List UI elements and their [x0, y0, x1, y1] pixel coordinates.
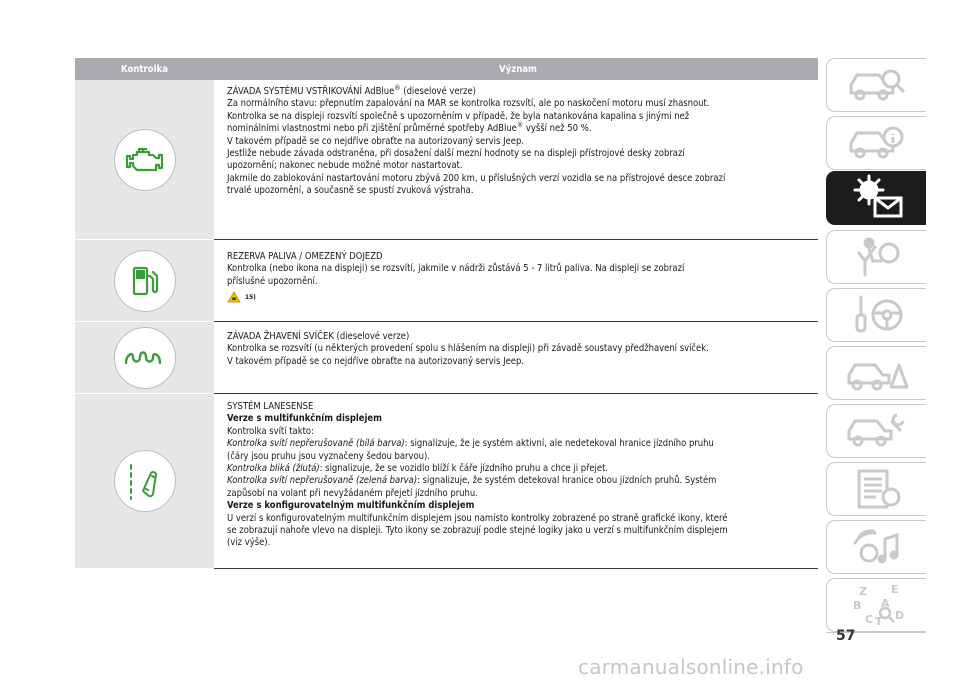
nav-tab-safety[interactable]	[826, 230, 926, 284]
fuel-pump-icon	[114, 250, 176, 312]
svg-text:T: T	[874, 615, 883, 628]
table-row	[75, 322, 818, 393]
svg-text:E: E	[890, 583, 899, 596]
icon-cell	[75, 322, 214, 393]
icon-cell	[75, 80, 214, 239]
nav-tab-index[interactable]	[826, 578, 926, 632]
car-warning-icon	[845, 351, 909, 395]
nav-tab-technical-data[interactable]	[826, 462, 926, 516]
svg-text:C: C	[864, 613, 873, 626]
row-title: REZERVA PALIVA / OMEZENÝ DOJEZD	[227, 251, 383, 262]
warning-lights-table	[75, 58, 818, 569]
page-number: 57	[836, 628, 856, 644]
nav-tab-getting-to-know[interactable]	[826, 58, 926, 112]
nav-tab-emergency[interactable]	[826, 346, 926, 400]
nav-tab-maintenance[interactable]	[826, 404, 926, 458]
engine-check-icon	[114, 129, 176, 191]
watermark: carmanualsonline.info	[578, 655, 804, 679]
svg-text:Z: Z	[858, 585, 867, 598]
airbag-seatbelt-icon	[845, 235, 909, 279]
glow-plug-icon	[114, 327, 176, 389]
nav-tab-dashboard[interactable]	[826, 116, 926, 170]
spec-sheet-icon	[845, 467, 909, 511]
row-title: SYSTÉM LANESENSE	[227, 401, 314, 412]
table-row	[75, 394, 818, 568]
table-header	[75, 58, 818, 80]
icon-cell	[75, 394, 214, 568]
svg-text:B: B	[852, 599, 861, 612]
svg-text:D: D	[894, 609, 904, 622]
lanesense-icon	[114, 450, 176, 512]
key-steering-wheel-icon	[845, 293, 909, 337]
multimedia-icon	[845, 525, 909, 569]
description-cell: SYSTÉM LANESENSE Verze s multifunkčním displejem Kontrolka svítí takto: Kontrolka svítí nepřerušovaně (bílá barva): signalizuje, že je systém aktivní, ale nedetekoval hranice jízdního pruhu (čáry jsou pruhu jsou vyznačeny šedou barvou). Kontrolka bliká (žlutá): signalizuje, že se vozidlo blíží k čáře jízdního pruhu a chce ji přejet. Kontrolka svítí nepřerušovaně (zelená barva): signalizuje, že systém detekoval hranice obou jízdních pruhů. Systém zapůsobí na volant při nevyžádaném přejetí jízdního pruhu. Verze s konfigurovatelným multifunkčním displejem U verzí s konfigurovatelným multifunkčním displejem jsou namísto kontrolky zobrazené po straně grafické ikony, které se zobrazují nahoře vlevo na displeji. Tyto ikony se zobrazují podle stejné logiky jako u verzí s multifunkčním displejem (viz výše).	[227, 394, 818, 568]
row-title: ZÁVADA ŽHAVENÍ SVÍČEK (dieselové verze)	[227, 331, 410, 342]
warning-triangle-icon	[227, 291, 241, 303]
description-cell: REZERVA PALIVA / OMEZENÝ DOJEZD Kontrolka (nebo ikona na displeji) se rozsvítí, jakmile v nádrži zůstává 5 - 7 litrů paliva. Na displeji se zobrazí příslušné upozornění. 15)	[227, 240, 818, 321]
warning-light-message-icon	[845, 174, 909, 222]
row-divider	[214, 568, 818, 569]
alphabetical-index-icon	[845, 581, 909, 629]
nav-tab-multimedia[interactable]	[826, 520, 926, 574]
nav-tab-warning-lights[interactable]	[826, 171, 926, 225]
description-cell: ZÁVADA SYSTÉMU VSTŘIKOVÁNÍ AdBlue® (dieselové verze) Za normálního stavu: přepnutím zapalování na MAR se kontrolka rozsvítí, ale po naskočení motoru musí zhasnout. Kontrolka se na displeji rozsvítí společně s upozorněním v případě, že byla natankována kapalina s jinými než nominálními vlastnostmi nebo při zjištění průměrné spotřeby AdBlue® vyšší než 50 %. V takovém případě se co nejdříve obraťte na autorizovaný servis Jeep. Jestliže nebude závada odstraněna, při dosažení další mezní hodnoty se na displeji přístrojové desky zobrazí upozornění; nakonec nebude možné motor nastartovat. Jakmile do zablokování nastartování motoru zbývá 200 km, u příslušných verzí vozidla se na přístrojové desce zobrazí trvalé upozornění, a současně se spustí zvuková výstraha.	[227, 80, 818, 239]
car-info-icon	[845, 121, 909, 165]
nav-tab-starting-driving[interactable]	[826, 288, 926, 342]
car-service-icon	[845, 409, 909, 453]
description-cell: ZÁVADA ŽHAVENÍ SVÍČEK (dieselové verze) Kontrolka se rozsvítí (u některých provedení spolu s hlášením na displeji) při závadě soustavy předžhavení svíček. V takovém případě se co nejdříve obraťte na autorizovaný servis Jeep.	[227, 322, 818, 393]
car-search-icon	[845, 63, 909, 107]
row-title: ZÁVADA SYSTÉMU VSTŘIKOVÁNÍ AdBlue® (dieselové verze)	[227, 83, 476, 97]
warning-reference[interactable]: 15)	[227, 291, 256, 303]
svg-text:A: A	[880, 597, 890, 610]
header-vyznam: Význam	[499, 63, 537, 75]
table-row	[75, 80, 818, 239]
header-kontrolka: Kontrolka	[121, 63, 168, 75]
icon-cell	[75, 240, 214, 321]
table-row	[75, 240, 818, 321]
